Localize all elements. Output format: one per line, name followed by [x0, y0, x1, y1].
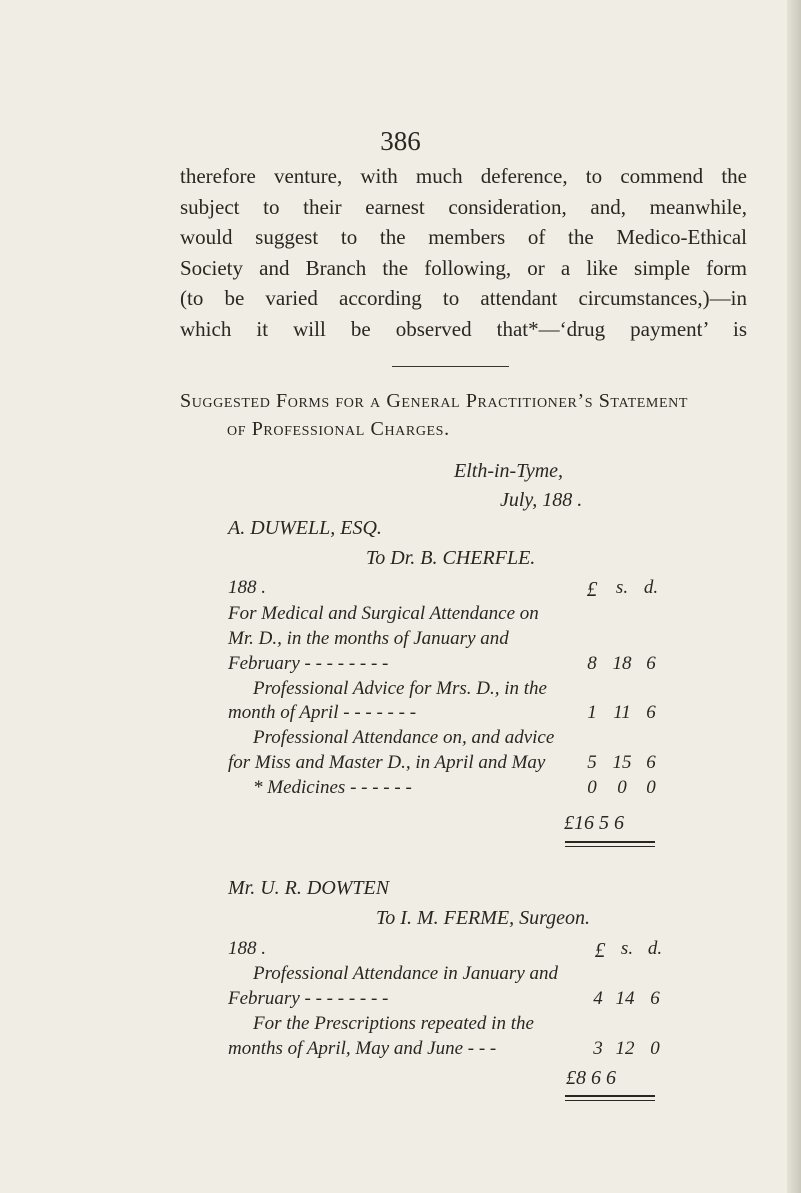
form2-item1-line1: Professional Attendance in January and: [253, 963, 559, 984]
form2-total-rule-second: [565, 1100, 655, 1101]
form1-place: Elth-in-Tyme,: [454, 460, 564, 482]
form1-year: 188 .: [228, 577, 266, 598]
form1-item3-shillings: 15: [612, 752, 632, 773]
form2-item1-line2: February - - - - - - - -: [228, 988, 389, 1009]
form1-item3-pounds: 5: [587, 752, 597, 773]
form1-item1-line3: February - - - - - - - -: [228, 653, 389, 674]
form2-shillings-header: s.: [620, 938, 634, 959]
form1-item4-shillings: 0: [617, 777, 627, 798]
paragraph-line: Society and Branch the following, or a like simple form: [180, 255, 747, 280]
form2-item2-line2: months of April, May and June - - -: [228, 1038, 497, 1059]
form2-item2-shillings: 12: [615, 1038, 635, 1059]
form1-date: July, 188 .: [500, 489, 583, 511]
form1-pence-header: d.: [643, 577, 659, 598]
form1-item2-pence: 6: [646, 702, 656, 723]
section-divider: [392, 366, 509, 367]
form1-total-rule: [565, 841, 655, 843]
form2-item1-pounds: 4: [593, 988, 603, 1009]
paragraph-line: therefore venture, with much deference, to commend the: [180, 164, 747, 188]
page-number: 386: [380, 126, 421, 156]
form2-item2-line1: For the Prescriptions repeated in the: [253, 1013, 534, 1034]
form1-item2-line2: month of April - - - - - - -: [228, 702, 417, 723]
form1-shillings-header: s.: [615, 577, 629, 598]
form2-item1-pence: 6: [650, 988, 660, 1009]
form1-item2-pounds: 1: [587, 702, 597, 723]
form1-item2-line1: Professional Advice for Mrs. D., in the: [253, 678, 547, 699]
form1-item3-line1: Professional Attendance on, and advice: [253, 727, 555, 748]
form2-pence-header: d.: [647, 938, 663, 959]
form2-year: 188 .: [228, 938, 266, 959]
form2-pounds-header: £: [594, 938, 606, 962]
page-edge: [787, 0, 801, 1193]
section-heading-line2: of Professional Charges.: [227, 418, 450, 440]
form2-addressee: Mr. U. R. DOWTEN: [228, 877, 390, 899]
form1-total-rule-second: [565, 846, 655, 847]
form1-item2-shillings: 11: [613, 702, 631, 723]
form2-total: £8 6 6: [566, 1067, 616, 1089]
form1-pounds-header: £: [586, 577, 598, 601]
form1-item1-pounds: 8: [587, 653, 597, 674]
paragraph-line: (to be varied according to attendant circumstances,)—in: [180, 286, 747, 311]
form1-item3-line2: for Miss and Master D., in April and May: [228, 752, 546, 773]
paragraph-line: would suggest to the members of the Medico-Ethical: [180, 225, 747, 250]
paragraph-line: subject to their earnest consideration, and, meanwhile,: [180, 194, 747, 219]
form2-item1-shillings: 14: [615, 988, 635, 1009]
form2-practitioner: To I. M. FERME, Surgeon.: [376, 907, 591, 929]
form1-item1-line2: Mr. D., in the months of January and: [228, 628, 509, 649]
form1-total: £16 5 6: [564, 812, 624, 834]
paragraph-line: which it will be observed that*—‘drug payment’ is: [180, 316, 747, 341]
form1-item4-pounds: 0: [587, 777, 597, 798]
form1-item4-pence: 0: [646, 777, 656, 798]
form2-item2-pounds: 3: [593, 1038, 603, 1059]
form1-addressee: A. DUWELL, ESQ.: [228, 517, 382, 539]
form1-practitioner: To Dr. B. CHERFLE.: [366, 547, 536, 569]
form2-item2-pence: 0: [650, 1038, 660, 1059]
body-paragraph: [180, 161, 747, 345]
form1-item3-pence: 6: [646, 752, 656, 773]
form1-item1-line1: For Medical and Surgical Attendance on: [228, 603, 539, 624]
form1-item1-pence: 6: [646, 653, 656, 674]
form1-item4-line1: * Medicines - - - - - -: [253, 777, 412, 798]
form2-total-rule: [565, 1095, 655, 1097]
section-heading-line1: Suggested Forms for a General Practitioner’s Statement: [180, 390, 688, 412]
form1-item1-shillings: 18: [612, 653, 632, 674]
